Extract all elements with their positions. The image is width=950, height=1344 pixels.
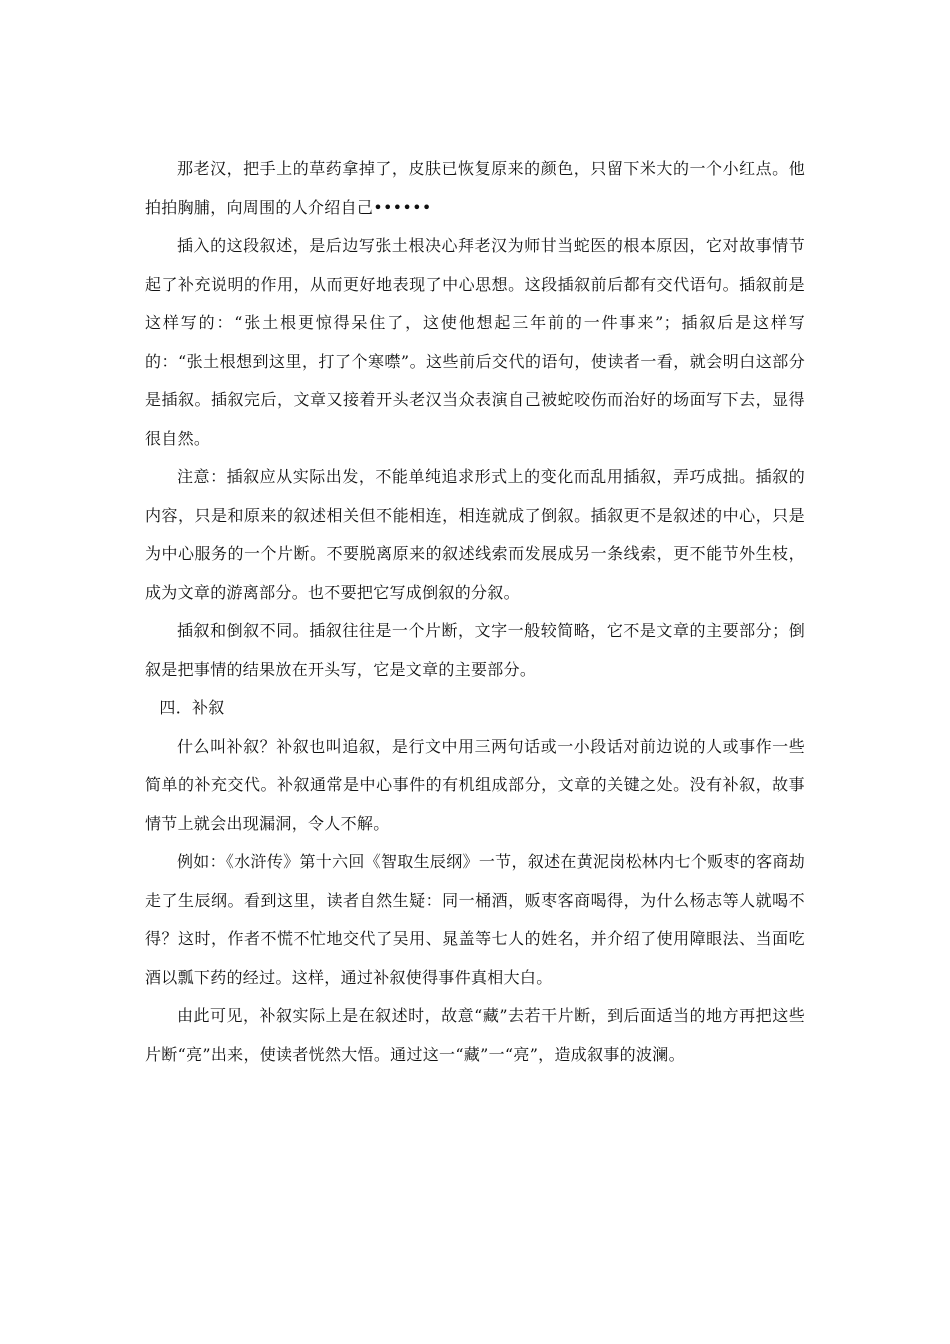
paragraph-old-man: 那老汉，把手上的草药拿掉了，皮肤已恢复原来的颜色，只留下米大的一个小红点。他拍拍胸脯，向周围的人介绍自己•••••• bbox=[145, 159, 805, 217]
section-heading-supplementary: 四．补叙 bbox=[159, 698, 225, 717]
paragraph-insertion-notice: 注意：插叙应从实际出发，不能单纯追求形式上的变化而乱用插叙，弄巧成拙。插叙的内容，只是和原来的叙述相关但不能相连，相连就成了倒叙。插叙更不是叙述的中心，只是为中心服务的一个片断。不要脱离原来的叙述线索而发展成另一条线索，更不能节外生枝，成为文章的游离部分。也不要把它写成倒叙的分叙。 bbox=[145, 467, 805, 602]
paragraph-supplementary-example: 例如：《水浒传》第十六回《智取生辰纲》一节，叙述在黄泥岗松林内七个贩枣的客商劫走了生辰纲。看到这里，读者自然生疑：同一桶酒，贩枣客商喝得，为什么杨志等人就喝不得？这时，作者不慌不忙地交代了吴用、晁盖等七人的姓名，并介绍了使用障眼法、当面吃酒以瓢下药的经过。这样，通过补叙使得事件真相大白。 bbox=[145, 852, 805, 987]
document-body bbox=[145, 150, 805, 1074]
paragraph-insertion-vs-flashback: 插叙和倒叙不同。插叙往往是一个片断，文字一般较简略，它不是文章的主要部分；倒叙是把事情的结果放在开头写，它是文章的主要部分。 bbox=[145, 621, 805, 679]
paragraph-insertion-explanation: 插入的这段叙述，是后边写张土根决心拜老汉为师甘当蛇医的根本原因，它对故事情节起了补充说明的作用，从而更好地表现了中心思想。这段插叙前后都有交代语句。插叙前是这样写的：“张土根更惊得呆住了，这使他想起三年前的一件事来”；插叙后是这样写的：“张土根想到这里，打了个寒噤”。这些前后交代的语句，使读者一看，就会明白这部分是插叙。插叙完后，文章又接着开头老汉当众表演自己被蛇咬伤而治好的场面写下去，显得很自然。 bbox=[145, 236, 805, 448]
paragraph-supplementary-definition: 什么叫补叙？补叙也叫追叙，是行文中用三两句话或一小段话对前边说的人或事作一些简单的补充交代。补叙通常是中心事件的有机组成部分，文章的关键之处。没有补叙，故事情节上就会出现漏洞，令人不解。 bbox=[145, 736, 805, 833]
paragraph-supplementary-conclusion: 由此可见，补叙实际上是在叙述时，故意“藏”去若干片断，到后面适当的地方再把这些片断“亮”出来，使读者恍然大悟。通过这一“藏”一“亮”，造成叙事的波澜。 bbox=[145, 1006, 805, 1064]
